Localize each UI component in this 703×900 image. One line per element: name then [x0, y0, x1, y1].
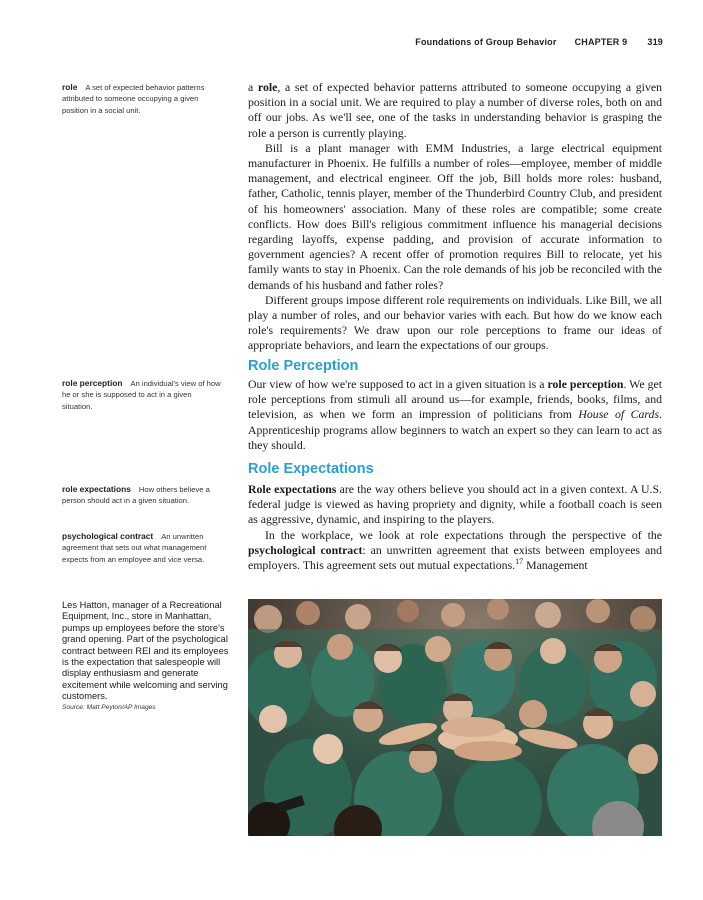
caption-text: Les Hatton, manager of a Recreational Equipment, Inc., store in Manhattan, pumps up employees before the store's grand opening. Part of the psychological contract between REI and its employees is the expectation that salespeople will display enthusiasm and generate excitement while welcoming and serving customers.	[62, 600, 229, 702]
margin-note-role-expectations	[62, 484, 222, 507]
margin-term: role	[62, 82, 78, 92]
key-term-role-perception: role perception	[547, 377, 624, 391]
margin-definition: How others believe a person should act in a given situation.	[62, 485, 210, 506]
page-number: 319	[647, 37, 663, 47]
margin-definition: An individual's view of how he or she is supposed to act in a given situation.	[62, 379, 221, 411]
margin-note-psychological-contract	[62, 531, 222, 565]
margin-note-role	[62, 82, 222, 116]
paragraph-role-requirements: Different groups impose different role requirements on individuals. Like Bill, we all play a number of roles, and our behavior varies with each. But how do we know each role's requirements? We draw upon our role perceptions to frame our ideas of appropriate behaviors, and learn the expectations of our groups.	[248, 292, 662, 353]
title-house-of-cards: House of Cards	[578, 407, 660, 422]
margin-term: role expectations	[62, 484, 131, 494]
paragraph-role-perception: Our view of how we're supposed to act in a given situation is a role perception. We get role perceptions from stimuli all around us—for example, friends, books, films, and television, as when we form an impression of politicians from House of Cards. Apprenticeship programs allow beginners to watch an expert so they can learn to act as they should.	[248, 377, 663, 452]
margin-definition: A set of expected behavior patterns attributed to someone occupying a given position in a social unit.	[62, 83, 205, 115]
running-title: Foundations of Group Behavior	[415, 37, 557, 47]
margin-definition: An unwritten agreement that sets out what management expects from an employee and vice versa.	[62, 532, 207, 564]
margin-note-role-perception	[62, 378, 222, 412]
chapter-label: CHAPTER 9	[574, 37, 628, 47]
key-term-psychological-contract: psychological contract	[248, 542, 363, 557]
running-head	[300, 37, 663, 47]
heading-role-perception: Role Perception	[248, 358, 359, 374]
margin-term: psychological contract	[62, 531, 154, 541]
paragraph-psychological-contract: In the workplace, we look at role expectations through the perspective of the psychological contract: an unwritten agreement that exists between employees and employers. This agreement sets out mutual expectations.$^{17}$ Management	[248, 527, 662, 573]
photo-illustration	[248, 599, 662, 836]
heading-role-expectations: Role Expectations	[248, 461, 374, 477]
paragraph-bill-example: Bill is a plant manager with EMM Industries, a large electrical equipment manufacturer in Phoenix. He fulfills a number of roles—employee, member of middle management, and electrical engineer. Off the job, Bill holds more roles: husband, father, Catholic, tennis player, member of the Thunderbird Country Club, and president of his homeowners' association. Many of these roles are compatible; some create conflicts. How does Bill's religious commitment influence his managerial decisions regarding layoffs, expense padding, and provision of accurate information to government agencies? A recent offer of promotion requires Bill to relocate, yet his family wants to stay in Phoenix. Can the role demands of his job be reconciled with the demands of his husband and father roles?	[248, 140, 662, 292]
paragraph-role-definition: a role, a set of expected behavior patterns attributed to someone occupying a given position in a social unit. We are required to play a number of diverse roles, both on and off our jobs. As we'll see, one of the tasks in understanding behavior is grasping the role a person is currently playing.	[248, 80, 662, 140]
figure-caption	[62, 600, 234, 713]
photo-credit: Source: Matt Peyton/AP Images	[62, 703, 156, 711]
body-text-top	[248, 80, 662, 354]
key-term-role-expectations: Role expectations	[248, 482, 337, 496]
body-role-expectations	[248, 482, 662, 573]
paragraph-role-expectations: Role expectations are the way others believe you should act in a given context. A U.S. federal judge is viewed as having propriety and dignity, while a football coach is seen as aggressive, dynamic, and inspiring to the players.	[248, 482, 662, 527]
margin-term: role perception	[62, 378, 123, 388]
photo-rei-employees-huddle	[248, 599, 662, 836]
key-term-role: role	[257, 80, 278, 94]
body-role-perception	[248, 377, 662, 453]
footnote-marker: 17	[515, 557, 524, 567]
